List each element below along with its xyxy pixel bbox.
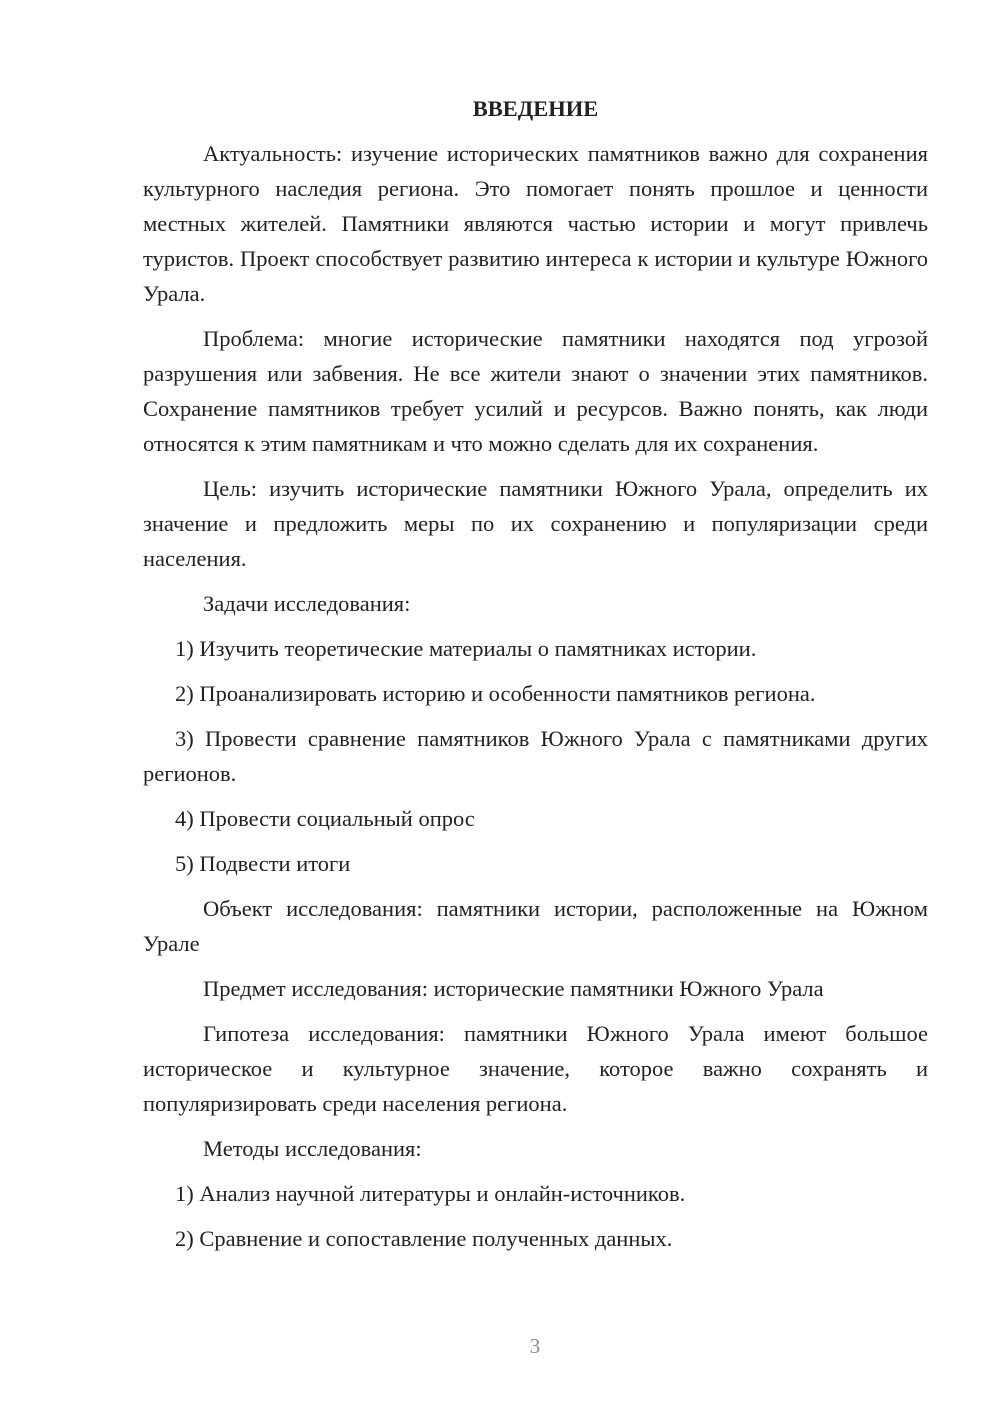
section-heading: ВВЕДЕНИЕ [472, 96, 599, 121]
page-content [143, 91, 928, 1266]
task-item-4: 4) Провести социальный опрос [175, 806, 475, 831]
goal-paragraph: Цель: изучить исторические памятники Южного Урала, определить их значение и предложить меры по их сохранению и популяризации среди населения. [143, 476, 928, 571]
method-item-1: 1) Анализ научной литературы и онлайн-источников. [175, 1181, 686, 1206]
task-item-5: 5) Подвести итоги [175, 851, 351, 876]
relevance-paragraph: Актуальность: изучение исторических памятников важно для сохранения культурного наследия региона. Это помогает понять прошлое и ценности местных жителей. Памятники являются частью истории и могут привлечь туристов. Проект способствует развитию интереса к истории и культуре Южного Урала. [143, 141, 928, 306]
task-item-2: 2) Проанализировать историю и особенности памятников региона. [175, 681, 816, 706]
methods-title: Методы исследования: [203, 1136, 422, 1161]
method-item-2: 2) Сравнение и сопоставление полученных данных. [175, 1226, 673, 1251]
page-number: 3 [529, 1334, 541, 1358]
subject-paragraph: Предмет исследования: исторические памятники Южного Урала [203, 976, 824, 1001]
object-paragraph: Объект исследования: памятники истории, расположенные на Южном Урале [143, 896, 928, 956]
tasks-title: Задачи исследования: [203, 591, 411, 616]
task-item-1: 1) Изучить теоретические материалы о памятниках истории. [175, 636, 757, 661]
task-item-3: 3) Провести сравнение памятников Южного Урала с памятниками других регионов. [143, 726, 928, 786]
hypothesis-paragraph: Гипотеза исследования: памятники Южного Урала имеют большое историческое и культурное значение, которое важно сохранять и популяризировать среди населения региона. [143, 1021, 928, 1116]
problem-paragraph: Проблема: многие исторические памятники находятся под угрозой разрушения или забвения. Не все жители знают о значении этих памятников. Сохранение памятников требует усилий и ресурсов. Важно понять, как люди относятся к этим памятникам и что можно сделать для их сохранения. [143, 326, 928, 456]
